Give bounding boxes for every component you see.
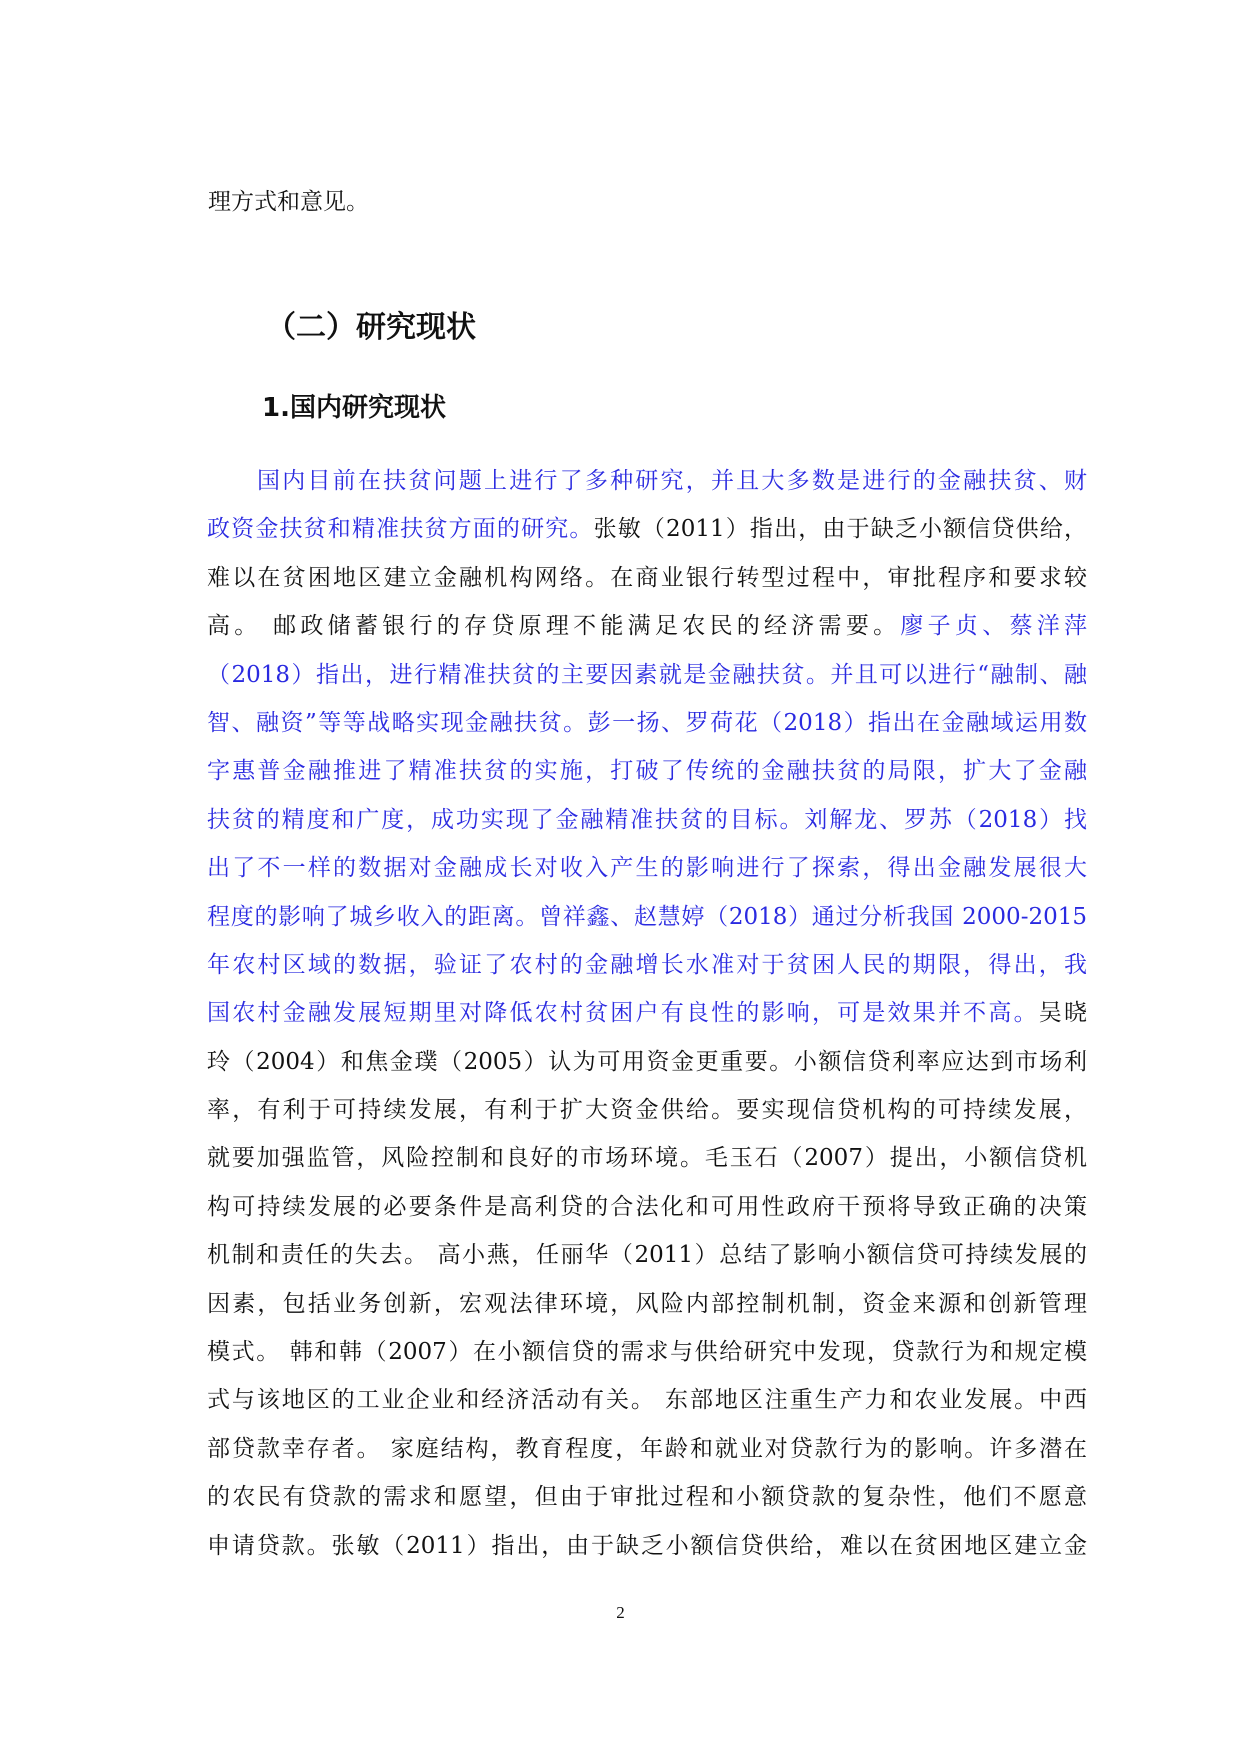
paragraph-line xyxy=(207,703,1087,751)
paragraph-line xyxy=(207,1187,1087,1235)
paragraph-text-run: 张敏（2011）指出，由于缺乏小额信贷供给， xyxy=(593,516,1087,543)
section-heading: （二）研究现状 xyxy=(266,310,476,345)
paragraph-text-run: 因素，包括业务创新，宏观法律环境，风险内部控制机制，资金来源和创新管理 xyxy=(207,1290,1087,1317)
paragraph-line xyxy=(207,606,1087,654)
paragraph-line xyxy=(207,848,1087,896)
paragraph-text-run: 部贷款幸存者。 家庭结构，教育程度，年龄和就业对贷款行为的影响。许多潜在 xyxy=(207,1435,1087,1462)
paragraph-text-run: 模式。 韩和韩（2007）在小额信贷的需求与供给研究中发现，贷款行为和规定模 xyxy=(207,1339,1087,1366)
paragraph-text-run: 年农村区域的数据，验证了农村的金融增长水准对于贫困人民的期限，得出，我 xyxy=(207,951,1087,978)
subsection-heading: 1.国内研究现状 xyxy=(262,393,446,423)
paragraph-text-run: 程度的影响了城乡收入的距离。曾祥鑫、赵慧婷（2018）通过分析我国 2000-2015 xyxy=(207,903,1087,930)
paragraph-text-run: 国农村金融发展短期里对降低农村贫困户有良性的影响，可是效果并不高。 xyxy=(207,1000,1039,1027)
research-status-paragraph xyxy=(207,461,1087,1574)
paragraph-line xyxy=(207,751,1087,799)
paragraph-line xyxy=(207,1090,1087,1138)
paragraph-line xyxy=(207,897,1087,945)
paragraph-line xyxy=(207,1429,1087,1477)
paragraph-line xyxy=(207,1477,1087,1525)
paragraph-text-run: 智、融资”等等战略实现金融扶贫。彭一扬、罗荷花（2018）指出在金融域运用数 xyxy=(207,709,1087,736)
paragraph-line xyxy=(207,558,1087,606)
paragraph-text-run: 率，有利于可持续发展，有利于扩大资金供给。要实现信贷机构的可持续发展， xyxy=(207,1097,1087,1124)
paragraph-text-run: 吴晓 xyxy=(1038,1000,1088,1027)
paragraph-text-run: 的农民有贷款的需求和愿望，但由于审批过程和小额贷款的复杂性，他们不愿意 xyxy=(207,1484,1087,1511)
paragraph-text-run: 出了不一样的数据对金融成长对收入产生的影响进行了探索，得出金融发展很大 xyxy=(207,855,1087,882)
paragraph-line xyxy=(207,945,1087,993)
paragraph-line xyxy=(207,1380,1087,1428)
paragraph-line xyxy=(207,800,1087,848)
paragraph-line xyxy=(207,1138,1087,1186)
paragraph-text-run: 机制和责任的失去。 高小燕，任丽华（2011）总结了影响小额信贷可持续发展的 xyxy=(207,1242,1087,1269)
paragraph-text-run: 高。 邮政储蓄银行的存贷原理不能满足农民的经济需要。 xyxy=(207,613,901,640)
paragraph-text-run: 式与该地区的工业企业和经济活动有关。 东部地区注重生产力和农业发展。中西 xyxy=(207,1387,1087,1414)
paragraph-text-run: 国内目前在扶贫问题上进行了多种研究，并且大多数是进行的金融扶贫、财 xyxy=(257,468,1087,494)
paragraph-line xyxy=(207,509,1087,557)
paragraph-text-run: 扶贫的精度和广度，成功实现了金融精准扶贫的目标。刘解龙、罗苏（2018）找 xyxy=(207,806,1087,833)
paragraph-line xyxy=(207,655,1087,703)
paragraph-text-run: 廖子贞、蔡洋萍 xyxy=(900,613,1088,640)
paragraph-line xyxy=(207,993,1087,1041)
paragraph-line xyxy=(207,1332,1087,1380)
paragraph-text-run: 构可持续发展的必要条件是高利贷的合法化和可用性政府干预将导致正确的决策 xyxy=(207,1193,1087,1220)
paragraph-line xyxy=(207,1526,1087,1574)
paragraph-text-run: 字惠普金融推进了精准扶贫的实施，打破了传统的金融扶贫的局限，扩大了金融 xyxy=(207,758,1087,785)
paragraph-text-run: 就要加强监管，风险控制和良好的市场环境。毛玉石（2007）提出，小额信贷机 xyxy=(207,1145,1087,1172)
paragraph-line xyxy=(207,461,1087,509)
paragraph-text-run: 玲（2004）和焦金璞（2005）认为可用资金更重要。小额信贷利率应达到市场利 xyxy=(207,1048,1087,1075)
paragraph-text-run: 申请贷款。张敏（2011）指出，由于缺乏小额信贷供给，难以在贫困地区建立金 xyxy=(207,1532,1087,1559)
paragraph-line xyxy=(207,1042,1087,1090)
paragraph-text-run: 难以在贫困地区建立金融机构网络。在商业银行转型过程中，审批程序和要求较 xyxy=(207,564,1087,591)
page-number: 2 xyxy=(616,1603,625,1622)
previous-paragraph-tail: 理方式和意见。 xyxy=(208,189,369,215)
paragraph-text-run: 政资金扶贫和精准扶贫方面的研究。 xyxy=(207,516,594,543)
paragraph-line xyxy=(207,1284,1087,1332)
paragraph-text-run: （2018）指出，进行精准扶贫的主要因素就是金融扶贫。并且可以进行“融制、融 xyxy=(207,661,1087,688)
paragraph-line xyxy=(207,1235,1087,1283)
